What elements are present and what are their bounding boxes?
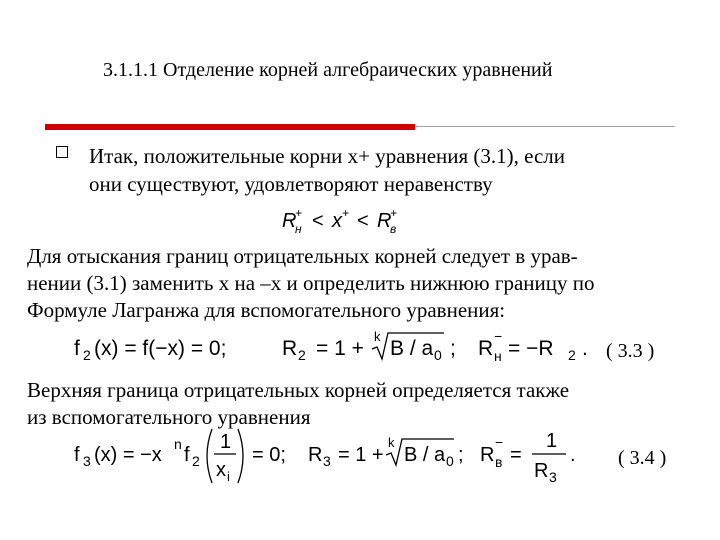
slide-title: 3.1.1.1 Отделение корней алгебраических уравнений <box>103 59 553 81</box>
ineq-lhs-sup: + <box>295 206 303 220</box>
f2-rv-eq: = <box>510 444 522 466</box>
f2-f: f <box>74 444 80 466</box>
f1-rhs: = −R <box>508 337 554 360</box>
bullet-paragraph <box>89 142 649 198</box>
f2-rv: R <box>480 444 495 466</box>
paragraph-line: нении (3.1) заменить x на –x и определить нижнюю границу по <box>27 271 595 295</box>
paragraph-line: из вспомогательного уравнения <box>27 405 311 429</box>
paragraph-line: Формуле Лагранжа для вспомогательного уравнения: <box>27 298 506 322</box>
f2-radicand: B / a <box>404 444 446 466</box>
ineq-rhs-sup: + <box>390 206 398 220</box>
paragraph-line: Верхняя граница отрицательных корней определяется также <box>27 378 570 402</box>
paragraph-line: Для отыскания границ отрицательных корней следует в урав- <box>27 244 578 268</box>
ineq-rhs: R <box>377 210 392 232</box>
title-accent-bar <box>45 124 415 130</box>
f1-r2: R <box>282 337 298 360</box>
f1-f: f <box>74 337 80 360</box>
f1-rn: R <box>478 337 494 360</box>
f2-frac-num: 1 <box>220 431 232 453</box>
f1-root-index: k <box>374 329 381 344</box>
ineq-lt-1: < <box>312 210 324 232</box>
f1-semicolon: ; <box>450 337 456 360</box>
f2-r3-sub: 3 <box>323 453 331 469</box>
f2-semicolon: ; <box>458 444 464 466</box>
f2-power: n <box>174 436 182 452</box>
f1-lhs: (x) = f(−x) = 0; <box>94 337 227 360</box>
f2-lhs: (x) = −x <box>94 444 162 466</box>
f2-rv-sub: в <box>495 454 503 470</box>
f1-period: . <box>582 337 588 360</box>
equation-number-3-4: ( 3.4 ) <box>618 447 667 469</box>
bullet-line: Итак, положительные корни x+ уравнения (3.1), если <box>89 144 566 168</box>
f1-rn-sub: н <box>494 348 502 364</box>
square-bullet-icon <box>56 146 68 158</box>
equation-number-3-3: ( 3.3 ) <box>606 340 655 362</box>
f1-rhs-sub: 2 <box>568 347 576 363</box>
formula-3-4 <box>70 425 610 487</box>
ineq-lhs: R <box>282 210 297 232</box>
f2-r3: R <box>308 444 323 466</box>
f2-rv-den-sub: 3 <box>549 469 557 485</box>
f2-one-plus: = 1 + <box>338 444 384 466</box>
bullet-line: они существуют, удовлетворяют неравенству <box>89 172 493 196</box>
f1-one-plus: = 1 + <box>316 337 364 360</box>
paragraph-negative-roots <box>27 243 697 324</box>
inequality-formula <box>278 205 418 235</box>
f1-radicand: B / a <box>390 337 434 360</box>
f2-rv-num: 1 <box>546 430 558 452</box>
f2-root-index: k <box>388 435 395 450</box>
f1-radicand-sub: 0 <box>434 347 442 363</box>
ineq-mid-sup: + <box>342 206 350 220</box>
f1-r2-sub: 2 <box>298 347 306 363</box>
f2-frac-den: x <box>216 459 226 481</box>
ineq-mid: x <box>332 210 342 232</box>
f2-rv-den: R <box>534 460 549 482</box>
f1-rn-sup: − <box>494 328 503 344</box>
ineq-rhs-sub: в <box>390 222 397 235</box>
f2-f2-sub: 2 <box>192 453 200 469</box>
formula-3-3 <box>70 327 600 367</box>
f2-radicand-sub: 0 <box>446 453 454 469</box>
f2-frac-den-sub: i <box>227 469 230 484</box>
f2-period: . <box>570 444 576 466</box>
ineq-lt-2: < <box>357 210 369 232</box>
f2-f2: f <box>184 444 190 466</box>
f1-f-sub: 2 <box>83 347 91 363</box>
ineq-lhs-sub: н <box>295 222 302 235</box>
f2-rv-sup: − <box>495 434 504 450</box>
f2-left-paren <box>207 429 212 483</box>
f2-right-paren <box>238 429 243 483</box>
f2-f-sub: 3 <box>83 453 91 469</box>
f2-eq-zero: = 0; <box>252 444 286 466</box>
paragraph-upper-bound <box>27 377 697 431</box>
